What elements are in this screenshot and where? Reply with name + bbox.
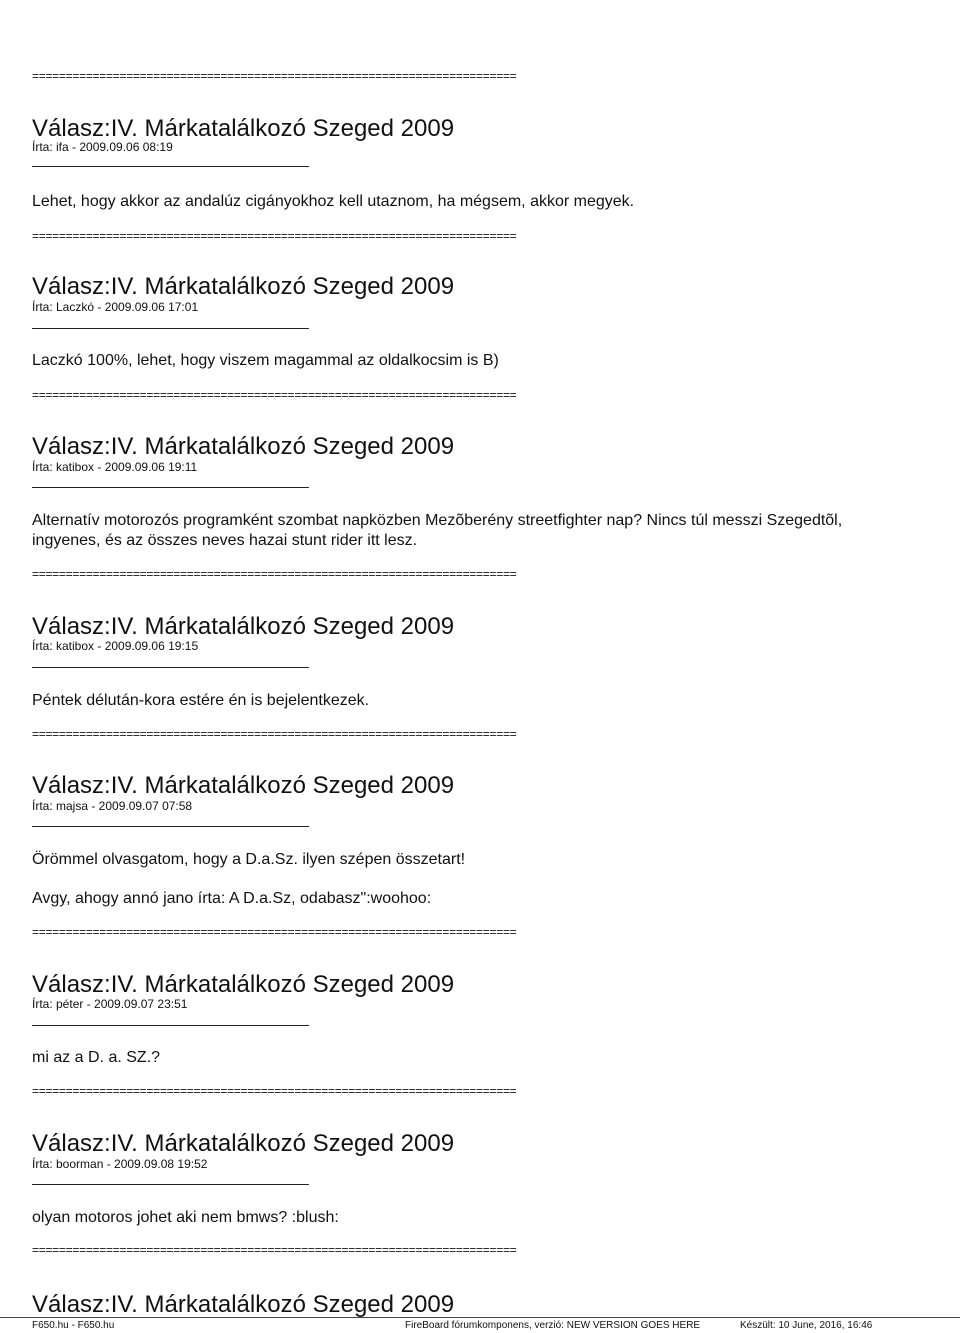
- post-body: [32, 850, 912, 909]
- post-meta: Írta: majsa - 2009.09.07 07:58: [32, 799, 193, 813]
- separator: ========================================================================: [32, 568, 517, 580]
- separator: ========================================================================: [32, 230, 517, 242]
- post-body: [32, 1048, 912, 1068]
- post-title: Válasz:IV. Márkatalálkozó Szeged 2009: [32, 1291, 455, 1318]
- separator: ========================================================================: [32, 70, 517, 82]
- post-meta: Írta: katibox - 2009.09.06 19:11: [32, 460, 198, 474]
- post-title: Válasz:IV. Márkatalálkozó Szeged 2009: [32, 273, 455, 300]
- separator: ========================================================================: [32, 1085, 517, 1097]
- post-title: Válasz:IV. Márkatalálkozó Szeged 2009: [32, 433, 455, 460]
- post-title: Válasz:IV. Márkatalálkozó Szeged 2009: [32, 1130, 455, 1157]
- post-text: Alternatív motorozós programként szombat napközben Mezõberény streetfighter nap? Nincs túl messzi Szegedtõl, ingyenes, és az összes neves hazai stunt rider itt lesz.: [32, 512, 843, 549]
- separator: ========================================================================: [32, 1244, 517, 1256]
- post-meta: Írta: boorman - 2009.09.08 19:52: [32, 1157, 208, 1171]
- separator: ========================================================================: [32, 389, 517, 401]
- post-text: Örömmel olvasgatom, hogy a D.a.Sz. ilyen szépen összetart!: [32, 851, 466, 868]
- post-text: Péntek délután-kora estére én is bejelentkezek.: [32, 692, 370, 709]
- footer-generated: Készült: 10 June, 2016, 16:46: [740, 1320, 873, 1331]
- footer-component: FireBoard fórumkomponens, verzió: NEW VERSION GOES HERE: [405, 1320, 701, 1331]
- post-divider: [32, 487, 309, 488]
- post-body: [32, 511, 912, 551]
- separator: ========================================================================: [32, 728, 517, 740]
- post-text: Laczkó 100%, lehet, hogy viszem magammal az oldalkocsim is B): [32, 352, 499, 369]
- post-title: Válasz:IV. Márkatalálkozó Szeged 2009: [32, 772, 455, 799]
- post-divider: [32, 1184, 309, 1185]
- post-text: mi az a D. a. SZ.?: [32, 1049, 161, 1066]
- post-body: [32, 1208, 912, 1228]
- separator: ========================================================================: [32, 926, 517, 938]
- post-meta: Írta: Laczkó - 2009.09.06 17:01: [32, 300, 199, 314]
- post-divider: [32, 826, 309, 827]
- post-divider: [32, 667, 309, 668]
- post-body: [32, 192, 912, 212]
- post-text: Avgy, ahogy annó jano írta: A D.a.Sz, odabasz":woohoo:: [32, 890, 432, 907]
- footer-site: F650.hu - F650.hu: [32, 1320, 115, 1331]
- post-text: olyan motoros johet aki nem bmws? :blush:: [32, 1209, 339, 1226]
- post-divider: [32, 328, 309, 329]
- post-divider: [32, 1025, 309, 1026]
- post-text: Lehet, hogy akkor az andalúz cigányokhoz kell utaznom, ha mégsem, akkor megyek.: [32, 193, 635, 210]
- post-body: [32, 691, 912, 711]
- post-meta: Írta: ifa - 2009.09.06 08:19: [32, 140, 173, 154]
- post-meta: Írta: péter - 2009.09.07 23:51: [32, 997, 188, 1011]
- post-meta: Írta: katibox - 2009.09.06 19:15: [32, 639, 199, 653]
- post-title: Válasz:IV. Márkatalálkozó Szeged 2009: [32, 971, 455, 998]
- page-footer: [0, 1317, 960, 1333]
- post-title: Válasz:IV. Márkatalálkozó Szeged 2009: [32, 613, 455, 640]
- post-body: [32, 351, 912, 371]
- post-title: Válasz:IV. Márkatalálkozó Szeged 2009: [32, 115, 455, 142]
- post-divider: [32, 166, 309, 167]
